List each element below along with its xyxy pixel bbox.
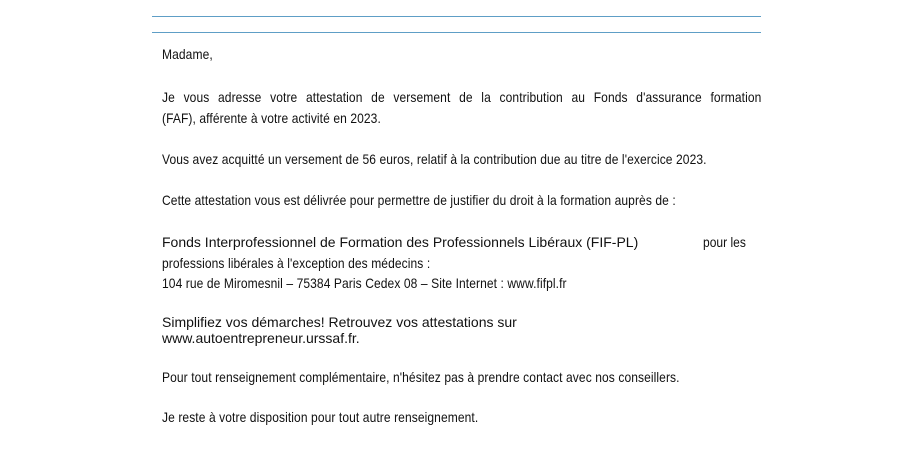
organization-scope: professions libérales à l'exception des médecins : — [162, 255, 431, 271]
header-rule-top — [152, 16, 761, 17]
closing-availability: Je reste à votre disposition pour tout autre renseignement. — [162, 409, 479, 425]
promo-link: www.autoentrepreneur.urssaf.fr. — [162, 330, 360, 346]
paragraph-purpose: Cette attestation vous est délivrée pour permettre de justifier du droit à la formation auprès de : — [162, 192, 676, 208]
closing-contact: Pour tout renseignement complémentaire, n'hésitez pas à prendre contact avec nos conseillers. — [162, 369, 680, 385]
paragraph-attestation-line1 — [162, 89, 761, 105]
organization-address: 104 rue de Miromesnil – 75384 Paris Cedex 08 – Site Internet : www.fifpl.fr — [162, 275, 567, 291]
paragraph-attestation-line1-text: Je vous adresse votre attestation de versement de la contribution au Fonds d'assurance formation — [162, 89, 762, 105]
paragraph-payment: Vous avez acquitté un versement de 56 euros, relatif à la contribution due au titre de l'exercice 2023. — [162, 151, 707, 167]
organization-name: Fonds Interprofessionnel de Formation des Professionnels Libéraux (FIF-PL) — [162, 234, 639, 250]
header-rule-second — [152, 32, 761, 33]
promo-line1: Simplifiez vos démarches! Retrouvez vos attestations sur — [162, 314, 517, 330]
organization-scope-lead: pour les — [703, 234, 746, 250]
salutation: Madame, — [162, 46, 213, 62]
paragraph-attestation-line2: (FAF), afférente à votre activité en 2023. — [162, 110, 381, 126]
